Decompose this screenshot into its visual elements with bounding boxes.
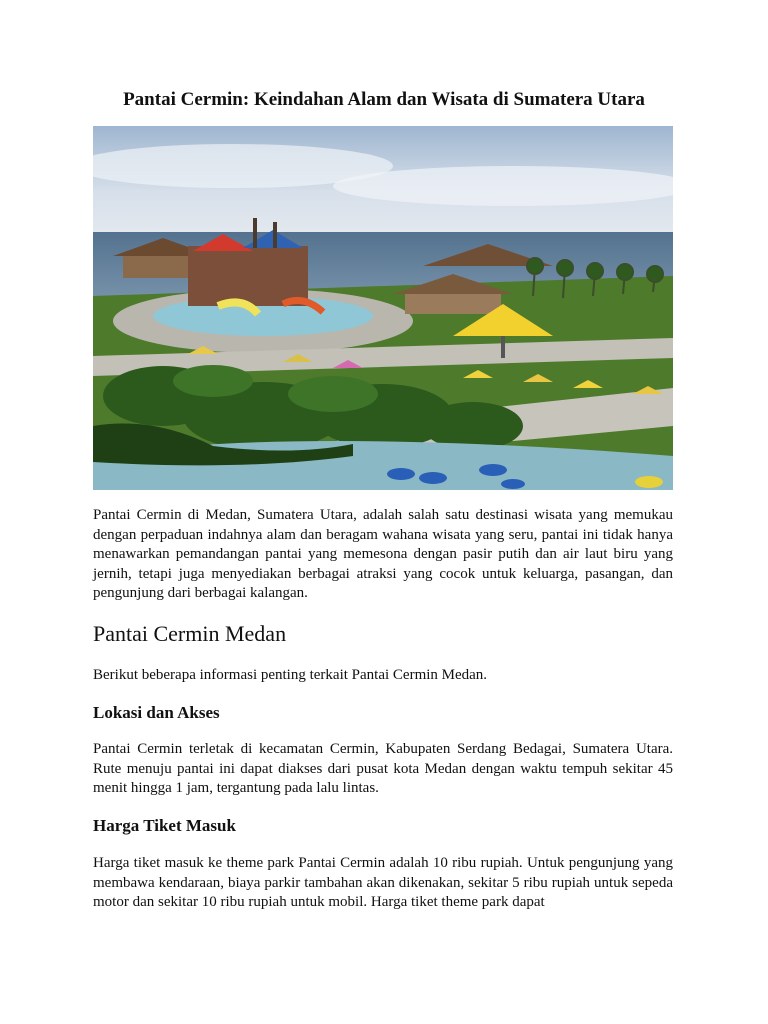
beach-photo-illustration <box>93 126 673 490</box>
intro-paragraph: Pantai Cermin di Medan, Sumatera Utara, adalah salah satu destinasi wisata yang memukau dengan perpaduan indahnya alam dan beragam wahana wisata yang seru, pantai ini tidak hanya menawarkan pemandangan pantai yang memesona dengan pasir putih dan air laut biru yang jernih, tetapi juga menyediakan berbagai atraksi yang cocok untuk keluarga, pasangan, dan pengunjung dari berbagai kalangan. <box>93 507 673 602</box>
document-title: Pantai Cermin: Keindahan Alam dan Wisata di Sumatera Utara <box>123 89 645 110</box>
ticket-paragraph: Harga tiket masuk ke theme park Pantai Cermin adalah 10 ribu rupiah. Untuk pengunjung yang membawa kendaraan, biaya parkir tambahan akan dikenakan, sekitar 5 ribu rupiah untuk sepeda motor dan sekitar 10 ribu rupiah untuk mobil. Harga tiket theme park dapat <box>93 855 673 911</box>
location-paragraph: Pantai Cermin terletak di kecamatan Cermin, Kabupaten Serdang Bedagai, Sumatera Utara. Rute menuju pantai ini dapat diakses dari pusat kota Medan dengan waktu tempuh sekitar 45 menit hingga 1 jam, tergantung pada lalu lintas. <box>93 741 673 797</box>
section-heading: Pantai Cermin Medan <box>93 621 287 646</box>
ticket-heading: Harga Tiket Masuk <box>93 816 236 835</box>
beach-photo <box>93 126 673 490</box>
location-heading: Lokasi dan Akses <box>93 703 220 722</box>
section-intro-paragraph: Berikut beberapa informasi penting terkait Pantai Cermin Medan. <box>93 667 488 683</box>
